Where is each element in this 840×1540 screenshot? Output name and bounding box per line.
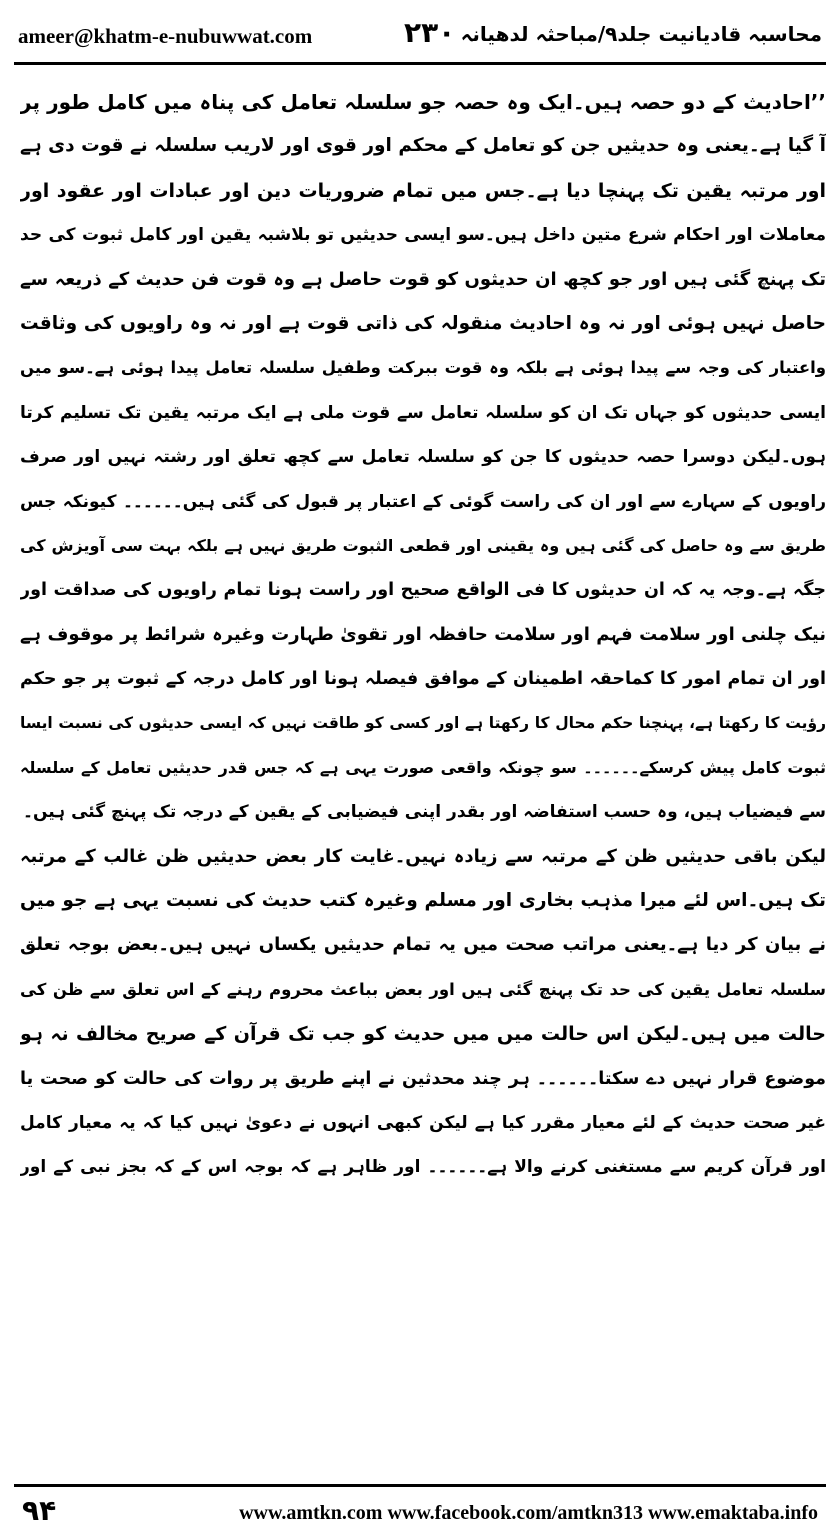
- text-line: اور ان تمام امور کا کماحقہ اطمینان کے موافق فیصلہ ہونا اور کامل درجہ کے ثبوت پر جو حکم: [20, 669, 826, 690]
- footer-website-links: www.amtkn.com www.facebook.com/amtkn313 www.emaktaba.info: [239, 1502, 818, 1524]
- text-line: تک ہیں۔اس لئے میرا مذہب بخاری اور مسلم وغیرہ کتب حدیث کی نسبت یہی ہے جو میں: [20, 890, 826, 912]
- text-line: ثبوت کامل پیش کرسکے۔۔۔۔۔۔ سو چونکہ واقعی صورت یہی ہے کہ جس قدر حدیثیں تعامل کے سلسلہ: [20, 757, 826, 777]
- text-line: تک پہنچ گئی ہیں اور جو کچھ ان حدیثوں کو قوت حاصل ہے وہ قوت فن حدیث کے ذریعہ سے: [20, 268, 826, 290]
- text-line: موضوع قرار نہیں دے سکتا۔۔۔۔۔۔ ہر چند محدثین نے اپنے طریق پر روات کی حالت کو صحت یا: [20, 1068, 826, 1089]
- header-email: ameer@khatm-e-nubuwwat.com: [18, 24, 313, 48]
- text-line: نے بیان کر دیا ہے۔یعنی مراتب صحت میں یہ تمام حدیثیں یکساں نہیں ہیں۔بعض بوجہ تعلق: [20, 934, 826, 956]
- text-line: نیک چلنی اور سلامت فہم اور سلامت حافظہ اور تقویٰ طہارت وغیرہ شرائط پر موقوف ہے: [20, 623, 826, 645]
- text-line: واعتبار کی وجہ سے پیدا ہوئی ہے بلکہ وہ قوت ببرکت وطفیل سلسلہ تعامل پیدا ہوئی ہے۔سو میں: [20, 358, 826, 378]
- text-line: آ گیا ہے۔یعنی وہ حدیثیں جن کو تعامل کے محکم اور قوی اور لاریب سلسلہ نے قوت دی ہے: [20, 135, 826, 157]
- text-line: حالت میں ہیں۔لیکن اس حالت میں میں حدیث کو جب تک قرآن کے صریح مخالف نہ ہو: [20, 1023, 826, 1046]
- footer-rule: [14, 1484, 826, 1487]
- text-line: اور قرآن کریم سے مستغنی کرنے والا ہے۔۔۔۔۔۔ اور ظاہر ہے کہ بوجہ اس کے کہ بجز نبی کے اور: [20, 1157, 826, 1178]
- text-line: سے فیضیاب ہیں، وہ حسب استفاضہ اور بقدر اپنی فیضیابی کے یقین کے درجہ تک پہنچ گئی ہیں۔: [22, 802, 826, 823]
- text-line: جگہ ہے۔وجہ یہ کہ ان حدیثوں کا فی الواقع صحیح اور راست ہونا تمام راویوں کی صداقت اور: [20, 580, 826, 601]
- header-book-title: محاسبہ قادیانیت جلد۹/مباحثہ لدھیانہ: [460, 22, 822, 46]
- text-line: غیر صحت حدیث کے لئے معیار مقرر کیا ہے لیکن کبھی انہوں نے دعویٰ نہیں کیا کہ یہ معیار کامل: [20, 1112, 826, 1133]
- page-header: [14, 14, 826, 62]
- text-line: معاملات اور احکام شرع متین داخل ہیں۔سو ایسی حدیثیں تو بلاشبہ یقین اور کامل ثبوت کی حد: [20, 225, 826, 246]
- page-footer: [14, 1490, 826, 1534]
- footer-folio-number: ۹۴: [22, 1494, 57, 1527]
- header-rule: [14, 62, 826, 65]
- text-line: رؤیت کا رکھتا ہے، پہنچنا حکم محال کا رکھتا ہے اور کسی کو طاقت نہیں کہ ایسی حدیثوں کی نسبت ایسا: [20, 714, 826, 733]
- body-text: [20, 80, 826, 1476]
- text-line: ایسی حدیثوں کو جہاں تک ان کو سلسلہ تعامل سے قوت ملی ہے ایک مرتبہ یقین تک تسلیم کرتا: [20, 402, 826, 423]
- text-line: طریق سے وہ حاصل کی گئی ہیں وہ یقینی اور قطعی الثبوت طریق نہیں ہے بلکہ بہت سی آویزش کی: [20, 535, 826, 555]
- text-line: اور مرتبہ یقین تک پہنچا دیا ہے۔جس میں تمام ضروریات دین اور عبادات اور عقود اور: [20, 179, 826, 202]
- text-line: ’’احادیث کے دو حصہ ہیں۔ایک وہ حصہ جو سلسلہ تعامل کی پناہ میں کامل طور پر: [20, 90, 826, 114]
- text-line: لیکن باقی حدیثیں ظن کے مرتبہ سے زیادہ نہیں۔غایت کار بعض حدیثیں ظن غالب کے مرتبہ: [20, 845, 826, 867]
- text-line: ہوں۔لیکن دوسرا حصہ حدیثوں کا جن کو سلسلہ تعامل سے کچھ تعلق اور رشتہ نہیں اور صرف: [20, 447, 826, 468]
- header-page-number: ۲۳۰: [404, 16, 456, 49]
- text-line: راویوں کے سہارے سے اور ان کی راست گوئی کے اعتبار پر قبول کی گئی ہیں۔۔۔۔۔۔ کیونکہ جس: [20, 491, 826, 512]
- text-line: حاصل نہیں ہوئی اور نہ وہ احادیث منقولہ کی ذاتی قوت ہے اور نہ وہ راویوں کی وثاقت: [20, 312, 826, 334]
- text-line: سلسلہ تعامل یقین کی حد تک پہنچ گئی ہیں اور بعض بباعث محروم رہنے کے اس تعلق سے ظن کی: [20, 979, 826, 999]
